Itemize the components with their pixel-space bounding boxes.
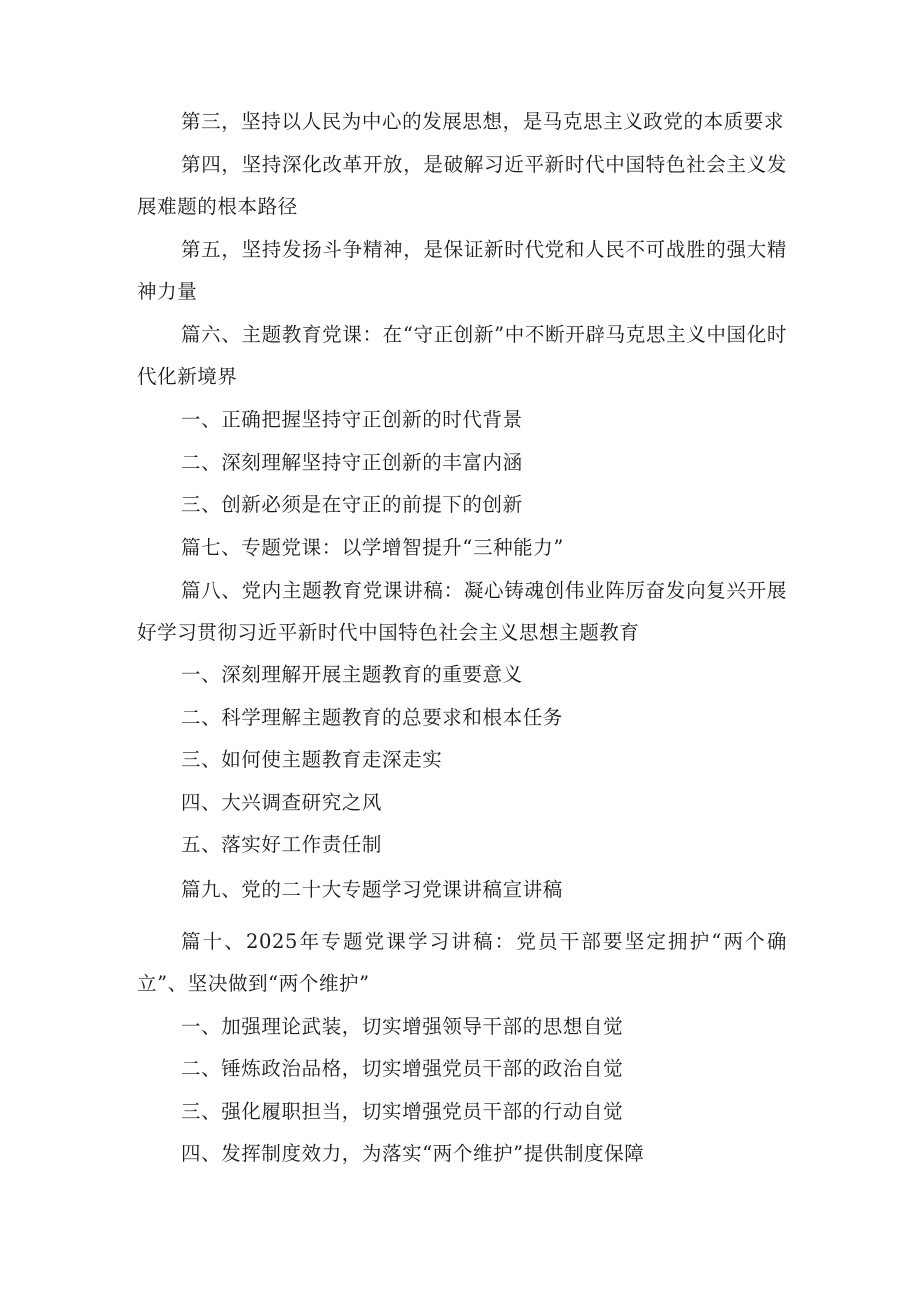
paragraph-fourth-point: 第四，坚持深化改革开放，是破解习近平新时代中国特色社会主义发展难题的根本路径: [137, 153, 787, 218]
list-item: 三、如何使主题教育走深走实: [181, 748, 443, 771]
paragraph-fifth-point: 第五，坚持发扬斗争精神，是保证新时代党和人民不可战胜的强大精神力量: [137, 238, 787, 303]
paragraph-third-point: 第三，坚持以人民为中心的发展思想，是马克思主义政党的本质要求: [181, 110, 785, 133]
section-heading-8: 篇八、党内主题教育党课讲稿：凝心铸魂创伟业阵厉奋发向复兴开展好学习贯彻习近平新时代中国特色社会主义思想主题教育: [137, 579, 787, 644]
list-item: 四、发挥制度效力，为落实“两个维护”提供制度保障: [181, 1142, 645, 1165]
list-item: 二、锤炼政治品格，切实增强党员干部的政治自觉: [181, 1057, 624, 1080]
list-item: 一、深刻理解开展主题教育的重要意义: [181, 663, 523, 686]
section-heading-9: 篇九、党的二十大专题学习党课讲稿宣讲稿: [181, 878, 563, 901]
list-item: 四、大兴调查研究之风: [181, 791, 383, 814]
section-heading-7: 篇七、专题党课：以学增智提升“三种能力”: [181, 536, 564, 559]
list-item: 二、深刻理解坚持守正创新的丰富内涵: [181, 451, 523, 474]
list-item: 三、强化履职担当，切实增强党员干部的行动自觉: [181, 1100, 624, 1123]
list-item: 三、创新必须是在守正的前提下的创新: [181, 493, 523, 516]
list-item: 一、正确把握坚持守正创新的时代背景: [181, 408, 523, 431]
list-item: 一、加强理论武装，切实增强领导干部的思想自觉: [181, 1015, 624, 1038]
list-item: 二、科学理解主题教育的总要求和根本任务: [181, 706, 563, 729]
section-heading-10: 篇十、2025年专题党课学习讲稿：党员干部要坚定拥护“两个确立”、坚决做到“两个维护”: [137, 930, 787, 995]
list-item: 五、落实好工作责任制: [181, 833, 383, 856]
section-heading-6: 篇六、主题教育党课：在“守正创新”中不断开辟马克思主义中国化时代化新境界: [137, 323, 787, 388]
